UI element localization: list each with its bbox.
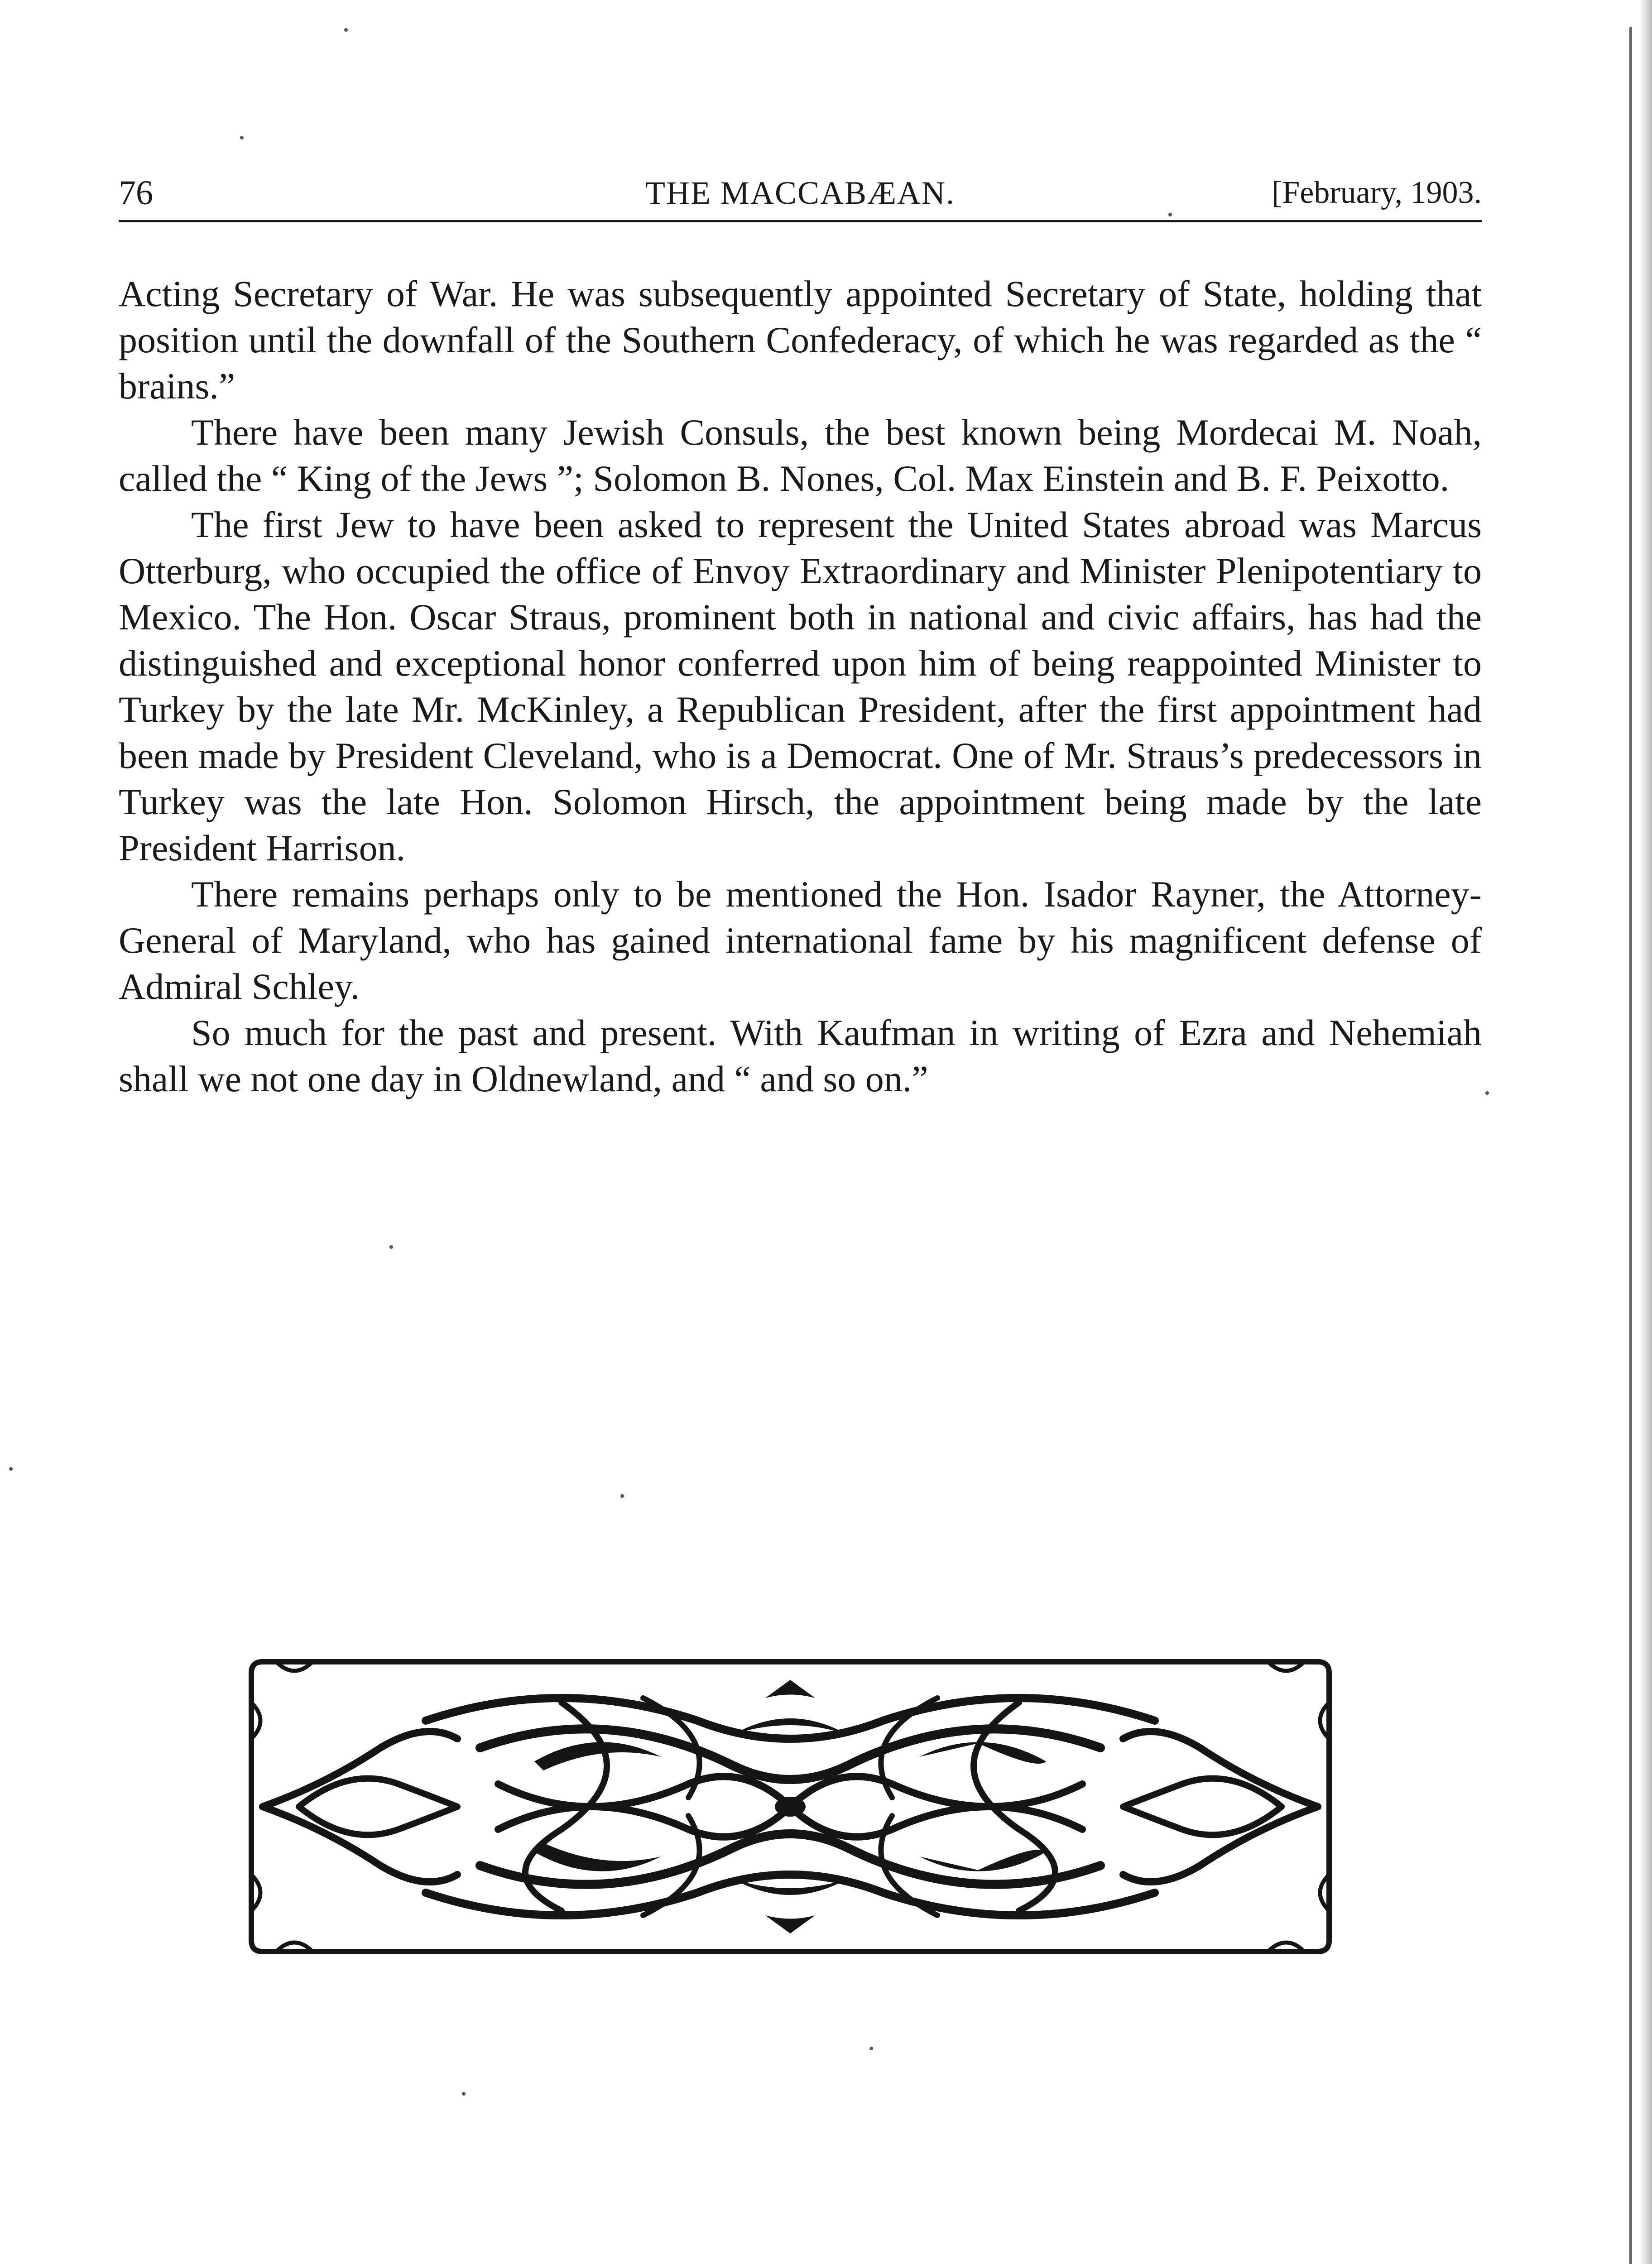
scan-speck (344, 28, 348, 32)
scan-speck (1168, 213, 1172, 216)
paragraph: So much for the past and present. With Kaufman in writing of Ezra and Nehemiah shall we not one day in Oldnewland, and “ and so on.” (119, 1012, 1482, 1099)
paragraph: The first Jew to have been asked to represent the United States abroad was Marcus Otterburg, who occupied the office of Envoy Extraordinary and Minister Plenipotentiary to Mexico. The Hon. Oscar Straus, prominent both in national and civic affairs, has had the distinguished and exceptional honor conferred upon him of being reappointed Minister to Turkey by the late Mr. McKinley, a Republican President, after the first appointment had been made by President Cleveland, who is a Democrat. One of Mr. Straus’s predecessors in Turkey was the late Hon. Solomon Hirsch, the appointment being made by the late President Harrison. (119, 504, 1482, 868)
issue-date: [February, 1903. (1272, 175, 1482, 210)
scan-speck (240, 136, 244, 139)
header-rule (119, 220, 1482, 222)
celtic-knot-ornament-icon (245, 1648, 1336, 1965)
paragraph: There remains perhaps only to be mentioned the Hon. Isador Rayner, the Attorney-General of Maryland, who has gained international fame by his magnificent defense of Admiral Schley. (119, 873, 1482, 1007)
scan-speck (462, 2092, 466, 2096)
page-edge-shadow (1639, 0, 1652, 2264)
scan-speck (869, 2047, 873, 2050)
scan-speck (389, 1245, 393, 1249)
page-edge-line (1629, 27, 1632, 2264)
article-body (119, 271, 1482, 1102)
paragraph: There have been many Jewish Consuls, the best known being Mordecai M. Noah, called the “ King of the Jews ”; Solomon B. Nones, Col. Max Einstein and B. F. Peixotto. (119, 412, 1482, 499)
page-header (119, 166, 1482, 220)
paragraph: Acting Secretary of War. He was subsequently appointed Secretary of State, holding that position until the downfall of the Southern Confederacy, of which he was regarded as the “ brains.” (119, 273, 1482, 407)
scan-speck (9, 1467, 13, 1471)
running-title: THE MACCABÆAN. (645, 175, 956, 211)
scan-speck (620, 1494, 624, 1498)
scan-speck (1485, 1091, 1489, 1095)
page-number: 76 (119, 174, 153, 212)
